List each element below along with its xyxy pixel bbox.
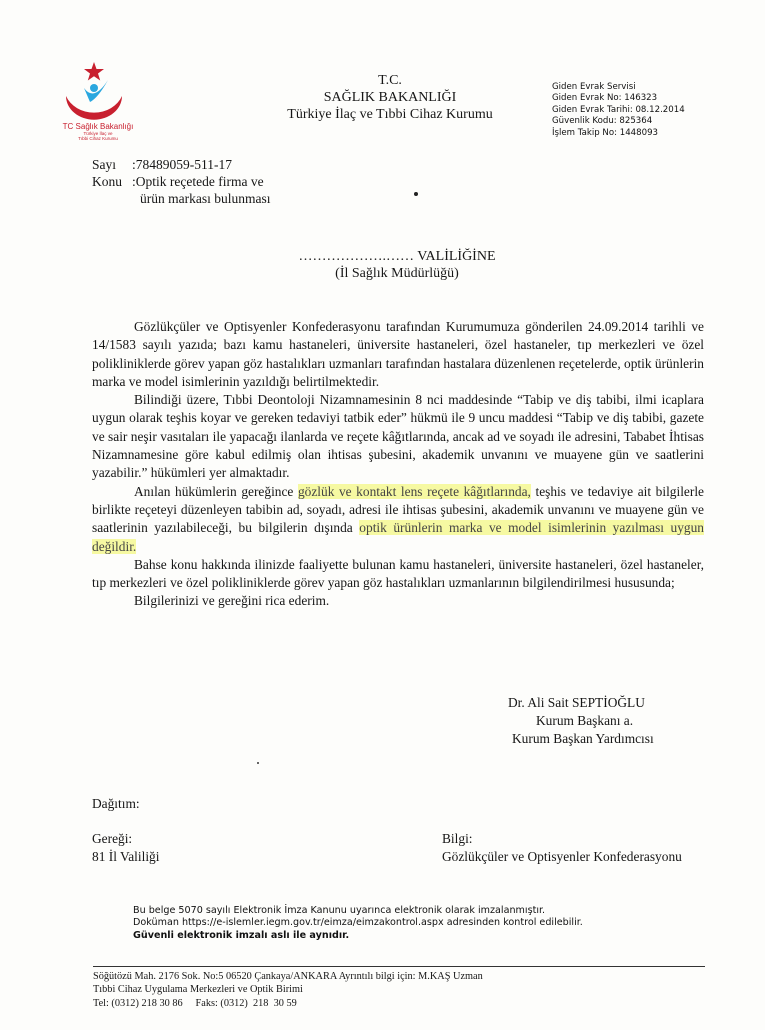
logo-text-block [40, 122, 156, 141]
p3-text-a: Anılan hükümlerin gereğince [134, 483, 298, 499]
paragraph-2: Bilindiği üzere, Tıbbi Deontoloji Nizamnamesinin 8 nci maddesinde “Tabip ve diş tabibi, ilmi icaplara uygun olarak teşhis koyar ve gereken tedaviyi tatbik eder” hükmü ile 9 uncu maddesi “Tabip ve diş tabibi, gazete ve sair neşir vasıtaları ile yapacağı ilanlarda ve reçete kâğıtlarında, ancak ad ve soyadı ile adresini, Tababet İhtisas Nizamnamesine göre kabul edilmiş olan ihtisas şubesini, akademik unvanını ve muayene gün ve saatlerini yazabilir.” hükümleri yer almaktadır. [92, 392, 704, 481]
paragraph-3 [92, 483, 704, 556]
meta-tracking-no: İşlem Takip No: 1448093 [552, 127, 659, 138]
signature-block [508, 694, 654, 748]
distribution-label: Dağıtım: [92, 796, 140, 811]
ink-speck [257, 762, 259, 764]
signatory-name: Dr. Ali Sait SEPTİOĞLU [508, 695, 645, 710]
paragraph-1: Gözlükçüler ve Optisyenler Konfederasyonu tarafından Kurumumuza gönderilen 24.09.2014 tarihli ve 14/1583 sayılı yazıda; bazı kamu hastaneleri, üniversite hastaneleri, özel hastaneler, tıp merkezleri ve özel polikliniklerde görev yapan göz hastalıkları uzmanları tarafından hastalara düzenlenen reçetelerde, optik ürünlerin marka ve model isimlerinin yazıldığı belirtilmektedir. [92, 319, 704, 389]
ministry-logo [48, 58, 148, 158]
logo-title: TC Sağlık Bakanlığı [62, 122, 134, 131]
bilgi-label: Bilgi: [442, 831, 473, 846]
footer-address: Söğütözü Mah. 2176 Sok. No:5 06520 Çankaya/ANKARA Ayrıntılı bilgi için: M.KAŞ Uzman [93, 971, 483, 982]
highlight-brand-not-allowed: optik ürünlerin marka ve model isimlerinin yazılması uygun değildir. [92, 520, 705, 554]
esign-line2: Doküman https://e-islemler.iegm.gov.tr/eimza/eimzakontrol.aspx adresinden kontrol edilebilir. [133, 917, 583, 929]
paragraph-4: Bahse konu hakkında ilinizde faaliyette bulunan kamu hastaneleri, üniversite hastaneleri, özel hastaneler, tıp merkezleri ve özel polikliniklerde görev yapan göz hastalıkları uzmanlarının bilgilendirilmesi hususunda; [92, 556, 704, 591]
sayi-row [92, 156, 270, 173]
p3-text-b: teşhis ve tedaviye ait bilgilerle birlikte reçeteyi düzenleyen tabibin ad, soyadı, adresi ile ihtisas şubesini, akademik unvanını ve muayene gün ve saatlerinin yazılabileceği, bu bilgilerin dışında [92, 483, 705, 536]
esignature-notice [133, 905, 583, 942]
addressee-line1: ……………….…… VALİLİĞİNE [298, 249, 496, 264]
addressee-line2: (İl Sağlık Müdürlüğü) [335, 266, 459, 281]
footer-contact [93, 970, 483, 1010]
ministry-emblem-icon [48, 58, 148, 128]
addressee [292, 248, 502, 282]
header-tc: T.C. [378, 73, 402, 88]
bilgi-value: Gözlükçüler ve Optisyenler Konfederasyonu [442, 849, 682, 864]
header-institution: Türkiye İlaç ve Tıbbi Cihaz Kurumu [287, 107, 493, 122]
sayi-label: Sayı [92, 157, 117, 172]
bilgi-block [442, 830, 682, 866]
konu-row [92, 173, 270, 190]
signatory-title-1: Kurum Başkanı a. [536, 713, 634, 728]
header-ministry: SAĞLIK BAKANLIĞI [323, 90, 457, 105]
reference-block [92, 156, 270, 207]
konu-value-cont: ürün markası bulunması [140, 191, 271, 206]
meta-doc-no: Giden Evrak No: 146323 [552, 93, 658, 104]
ink-dot [414, 192, 418, 196]
geregi-block [92, 830, 159, 866]
meta-security-code: Güvenlik Kodu: 825364 [552, 116, 653, 127]
signatory-title-2: Kurum Başkan Yardımcısı [512, 731, 654, 746]
esign-line3: Güvenli elektronik imzalı aslı ile aynıdır. [133, 929, 350, 941]
sayi-value: :78489059-511-17 [132, 157, 232, 172]
geregi-value: 81 İl Valiliği [92, 849, 160, 864]
logo-subtitle-1: Türkiye İlaç ve [83, 131, 113, 136]
footer-divider [93, 966, 705, 967]
paragraph-5: Bilgilerinizi ve gereğini rica ederim. [134, 593, 330, 609]
document-meta [552, 82, 685, 139]
geregi-label: Gereği: [92, 831, 133, 846]
meta-service: Giden Evrak Servisi [552, 82, 636, 92]
logo-subtitle-2: Tıbbi Cihaz Kurumu [78, 136, 118, 141]
footer-unit: Tıbbi Cihaz Uygulama Merkezleri ve Optik Birimi [93, 984, 303, 996]
konu-label: Konu [92, 174, 122, 189]
konu-value: :Optik reçetede firma ve [132, 174, 264, 189]
highlight-lens-prescription: gözlük ve kontakt lens reçete kâğıtlarında, [297, 483, 531, 499]
meta-doc-date: Giden Evrak Tarihi: 08.12.2014 [552, 104, 685, 115]
esign-line1: Bu belge 5070 sayılı Elektronik İmza Kanunu uyarınca elektronik olarak imzalanmıştır. [133, 905, 546, 916]
ministry-header [270, 72, 510, 123]
letter-body [92, 318, 704, 611]
footer-phone: Tel: (0312) 218 30 86 Faks: (0312) 218 30 59 [93, 997, 297, 1009]
